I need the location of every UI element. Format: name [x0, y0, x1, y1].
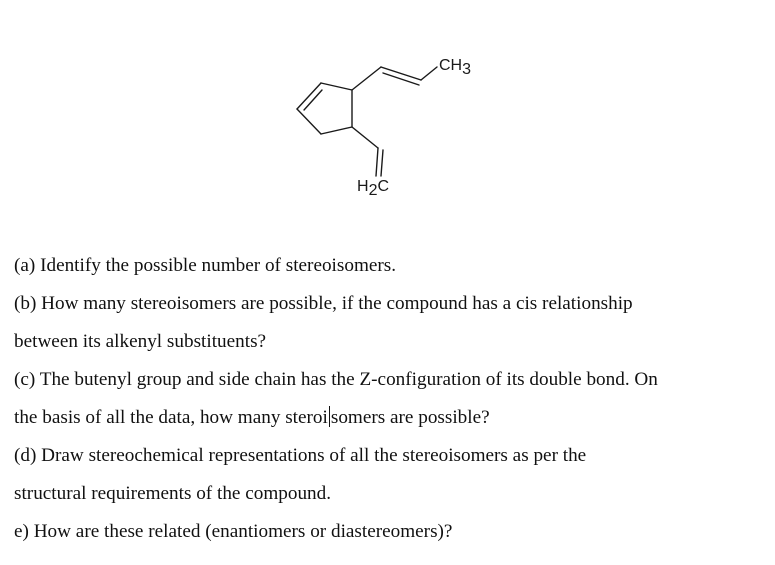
- question-b-line-1: (b) How many stereoisomers are possible, if the compound has a cis relationship: [14, 293, 633, 314]
- question-d-line-2: structural requirements of the compound.: [14, 483, 332, 504]
- chemical-structure-diagram: [0, 0, 775, 240]
- text-cursor: [329, 406, 330, 427]
- vinyl-single-bond: [352, 127, 378, 148]
- question-b-line-2: between its alkenyl substituents?: [14, 331, 267, 352]
- question-c-line-2: [14, 406, 490, 430]
- h2c-label: H2C: [357, 178, 390, 199]
- question-d-line-1: (d) Draw stereochemical representations of all the stereoisomers as per the: [14, 445, 587, 466]
- side-chain-to-methyl-bond: [421, 67, 437, 80]
- ch3-label: CH3: [439, 57, 472, 78]
- question-c-line-2-start: the basis of all the data, how many steroi: [14, 407, 328, 428]
- question-a: (a) Identify the possible number of stereoisomers.: [14, 255, 397, 276]
- ring-double-bond-inner: [304, 90, 322, 110]
- ring-bond-c1-c2: [321, 83, 352, 90]
- question-c-line-1: (c) The butenyl group and side chain has the Z-configuration of its double bond. On: [14, 369, 658, 390]
- cyclopentene-ring: [297, 83, 352, 134]
- ring-bond-c3-c4: [297, 109, 321, 134]
- ring-bond-c4-c5: [321, 127, 352, 134]
- side-chain-single-bond: [352, 67, 381, 90]
- side-chain-double-bond-a: [381, 67, 421, 80]
- propenyl-side-chain: [352, 57, 471, 90]
- vinyl-double-bond-a: [376, 148, 378, 176]
- vinyl-double-bond-b: [381, 150, 383, 176]
- question-c-line-2-end: somers are possible?: [330, 407, 490, 428]
- question-e: e) How are these related (enantiomers or diastereomers)?: [14, 521, 453, 542]
- side-chain-double-bond-b: [383, 73, 419, 85]
- vinyl-side-chain: [352, 127, 389, 199]
